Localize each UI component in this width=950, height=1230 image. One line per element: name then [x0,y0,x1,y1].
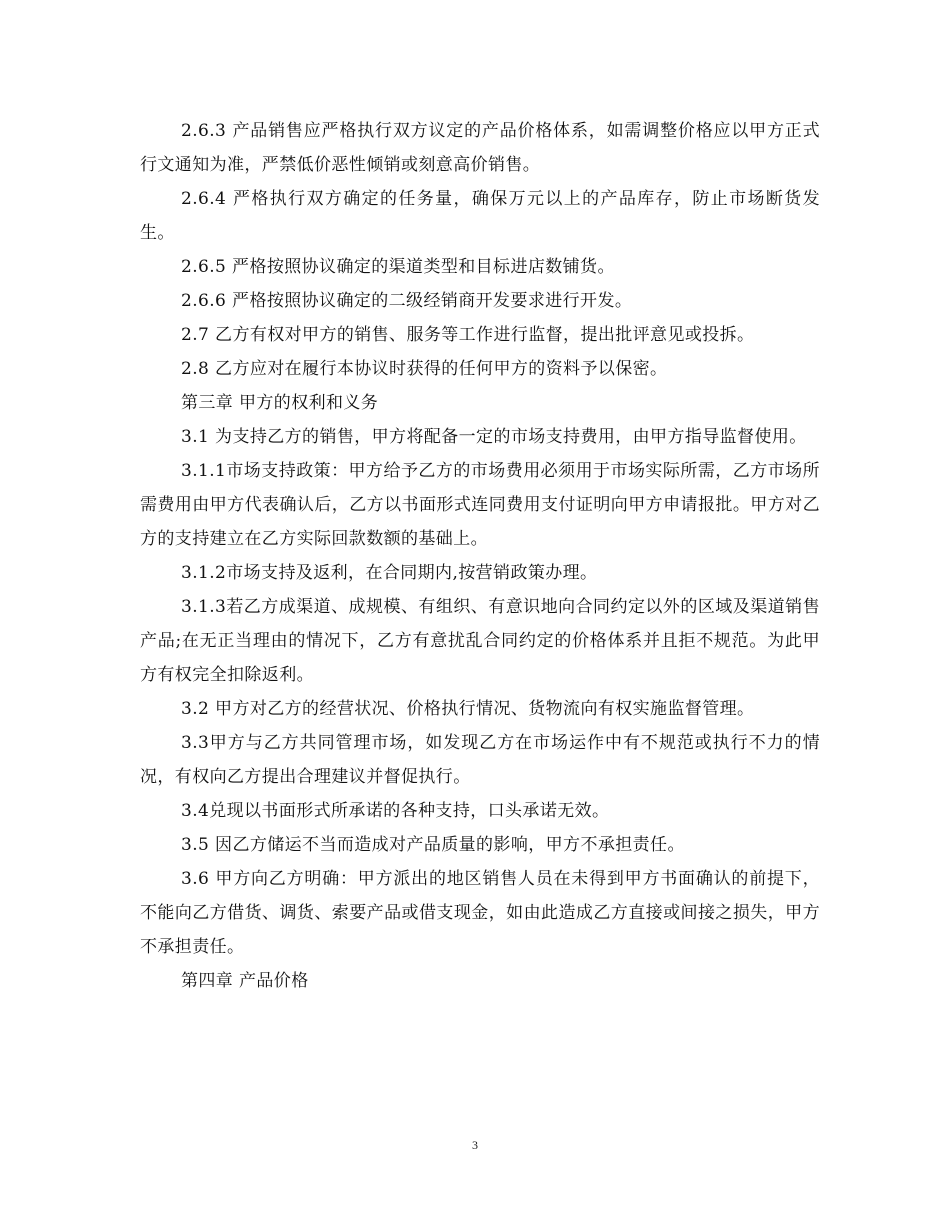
paragraph-3-4: 3.4兑现以书面形式所承诺的各种支持，口头承诺无效。 [181,801,610,821]
paragraph-3-1-2: 3.1.2市场支持及返利，在合同期内,按营销政策办理。 [181,563,598,583]
paragraph-2-7: 2.7 乙方有权对甲方的销售、服务等工作进行监督，提出批评意见或投拆。 [181,325,755,345]
paragraph-2-6-5: 2.6.5 严格按照协议确定的渠道类型和目标进店数铺货。 [181,257,615,277]
page-number: 3 [472,1138,478,1152]
paragraph-2-6-3: 2.6.3 产品销售应严格执行双方议定的产品价格体系，如需调整价格应以甲方正式行文通知为准，严禁低价恶性倾销或刻意高价销售。 [140,121,820,175]
document-body [140,114,820,998]
paragraph-3-1: 3.1 为支持乙方的销售，甲方将配备一定的市场支持费用，由甲方指导监督使用。 [181,427,807,447]
paragraph-3-1-1: 3.1.1市场支持政策：甲方给予乙方的市场费用必须用于市场实际所需，乙方市场所需费用由甲方代表确认后，乙方以书面形式连同费用支付证明向甲方申请报批。甲方对乙方的支持建立在乙方实际回款数额的基础上。 [140,461,820,549]
paragraph-3-5: 3.5 因乙方储运不当而造成对产品质量的影响，甲方不承担责任。 [181,835,685,855]
paragraph-2-6-4: 2.6.4 严格执行双方确定的任务量，确保万元以上的产品库存，防止市场断货发生。 [140,189,820,243]
paragraph-2-6-6: 2.6.6 严格按照协议确定的二级经销商开发要求进行开发。 [181,291,633,311]
chapter-4-heading: 第四章 产品价格 [181,971,309,991]
chapter-3-heading: 第三章 甲方的权利和义务 [181,393,379,413]
paragraph-3-2: 3.2 甲方对乙方的经营状况、价格执行情况、货物流向有权实施监督管理。 [181,699,755,719]
paragraph-2-8: 2.8 乙方应对在履行本协议时获得的任何甲方的资料予以保密。 [181,359,668,379]
paragraph-3-3: 3.3甲方与乙方共同管理市场，如发现乙方在市场运作中有不规范或执行不力的情况，有权向乙方提出合理建议并督促执行。 [140,733,820,787]
paragraph-3-6: 3.6 甲方向乙方明确：甲方派出的地区销售人员在未得到甲方书面确认的前提下，不能向乙方借货、调货、索要产品或借支现金，如由此造成乙方直接或间接之损失，甲方不承担责任。 [140,869,820,957]
paragraph-3-1-3: 3.1.3若乙方成渠道、成规模、有组织、有意识地向合同约定以外的区域及渠道销售产品;在无正当理由的情况下，乙方有意扰乱合同约定的价格体系并且拒不规范。为此甲方有权完全扣除返利。 [140,597,820,685]
